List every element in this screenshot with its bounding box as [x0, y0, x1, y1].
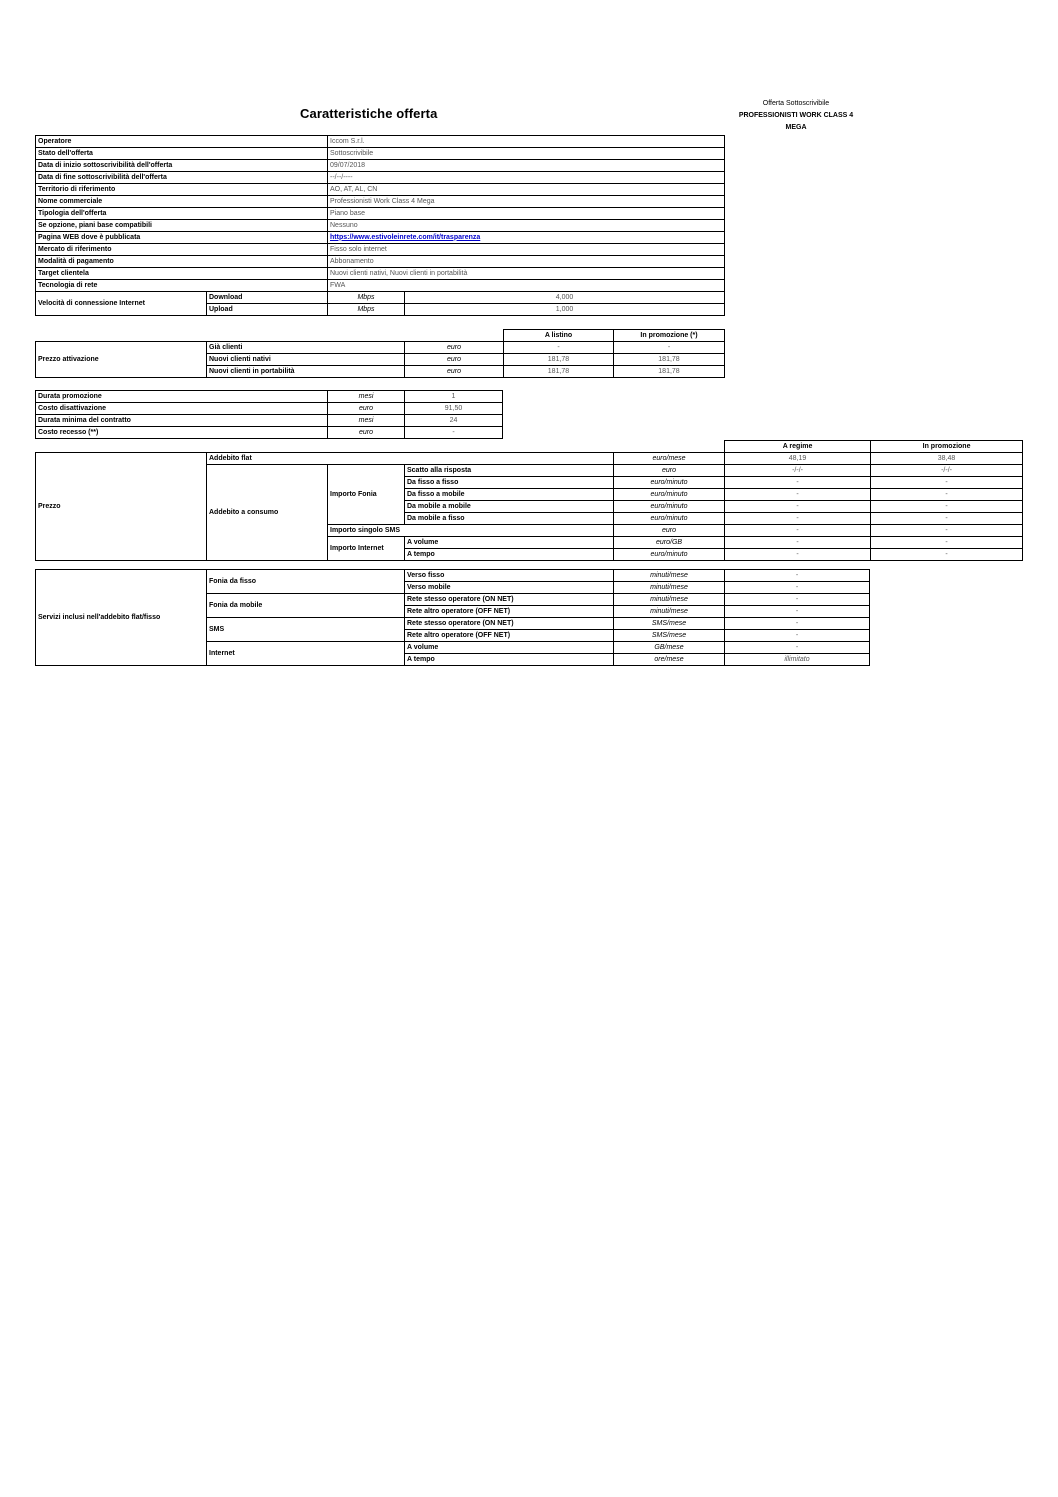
info-label: Tecnologia di rete	[36, 280, 328, 292]
duration-label: Durata promozione	[36, 391, 328, 403]
activation-label: Prezzo attivazione	[36, 342, 207, 378]
speed-direction: Upload	[207, 304, 328, 316]
service-row-label: Rete altro operatore (OFF NET)	[405, 630, 614, 642]
table-row	[36, 453, 1023, 465]
activation-listino: 181,78	[504, 366, 614, 378]
table-row	[36, 342, 725, 354]
sms-label: Importo singolo SMS	[328, 525, 614, 537]
price-regime: -	[725, 477, 871, 489]
spacer	[36, 441, 725, 453]
offer-name-line-2: MEGA	[785, 124, 807, 131]
price-row-label: A volume	[405, 537, 614, 549]
price-row-label: Da mobile a fisso	[405, 513, 614, 525]
duration-label: Costo disattivazione	[36, 403, 328, 415]
duration-value: 24	[405, 415, 503, 427]
price-regime: -	[725, 501, 871, 513]
info-value: Professionisti Work Class 4 Mega	[328, 196, 725, 208]
page-title: Caratteristiche offerta	[300, 106, 438, 121]
service-value: -	[725, 582, 870, 594]
activation-table	[35, 329, 725, 378]
internet-label: Importo Internet	[328, 537, 405, 561]
offer-header	[728, 98, 864, 134]
info-label: Stato dell'offerta	[36, 148, 328, 160]
activation-promo: 181,78	[614, 366, 725, 378]
service-unit: SMS/mese	[614, 618, 725, 630]
info-label: Nome commerciale	[36, 196, 328, 208]
info-label: Pagina WEB dove è pubblicata	[36, 232, 328, 244]
price-promo: -	[871, 537, 1023, 549]
speed-value: 4,000	[405, 292, 725, 304]
table-row	[36, 256, 725, 268]
price-promo: -	[871, 501, 1023, 513]
service-value: illimitato	[725, 654, 870, 666]
speed-value: 1,000	[405, 304, 725, 316]
table-row	[36, 570, 870, 582]
service-unit: minuti/mese	[614, 594, 725, 606]
service-row-label: A volume	[405, 642, 614, 654]
service-unit: minuti/mese	[614, 606, 725, 618]
table-row	[36, 232, 725, 244]
activation-unit: euro	[405, 366, 504, 378]
info-value: Abbonamento	[328, 256, 725, 268]
price-regime: -	[725, 489, 871, 501]
info-value: Sottoscrivibile	[328, 148, 725, 160]
price-regime: -	[725, 525, 871, 537]
info-label: Operatore	[36, 136, 328, 148]
consumo-label: Addebito a consumo	[207, 465, 328, 561]
service-unit: minuti/mese	[614, 570, 725, 582]
service-row-label: Rete altro operatore (OFF NET)	[405, 606, 614, 618]
table-row	[36, 391, 503, 403]
price-regime: -	[725, 549, 871, 561]
table-row	[36, 208, 725, 220]
activation-row-label: Nuovi clienti in portabilità	[207, 366, 405, 378]
price-unit: euro/minuto	[614, 501, 725, 513]
speed-unit: Mbps	[328, 304, 405, 316]
table-row	[36, 220, 725, 232]
duration-value: 91,50	[405, 403, 503, 415]
service-unit: GB/mese	[614, 642, 725, 654]
duration-unit: mesi	[328, 415, 405, 427]
price-promo: -	[871, 525, 1023, 537]
speed-unit: Mbps	[328, 292, 405, 304]
price-regime: -/-/-	[725, 465, 871, 477]
duration-value: -	[405, 427, 503, 439]
table-row	[36, 172, 725, 184]
info-value: FWA	[328, 280, 725, 292]
duration-value: 1	[405, 391, 503, 403]
info-label: Tipologia dell'offerta	[36, 208, 328, 220]
fonia-label: Importo Fonia	[328, 465, 405, 525]
price-promo: -	[871, 489, 1023, 501]
info-label: Territorio di riferimento	[36, 184, 328, 196]
service-unit: ore/mese	[614, 654, 725, 666]
duration-unit: euro	[328, 427, 405, 439]
services-table	[35, 569, 870, 666]
info-value: Piano base	[328, 208, 725, 220]
offer-status-line: Offerta Sottoscrivibile	[762, 100, 830, 107]
activation-listino: -	[504, 342, 614, 354]
table-row	[36, 403, 503, 415]
price-regime: -	[725, 513, 871, 525]
price-row-label: Da fisso a mobile	[405, 489, 614, 501]
table-row	[36, 136, 725, 148]
service-row-label: Rete stesso operatore (ON NET)	[405, 594, 614, 606]
price-promo: -/-/-	[871, 465, 1023, 477]
table-row	[36, 280, 725, 292]
price-promo: -	[871, 513, 1023, 525]
info-value: Iccom S.r.l.	[328, 136, 725, 148]
price-unit: euro	[614, 465, 725, 477]
price-unit: euro/GB	[614, 537, 725, 549]
service-row-label: Verso mobile	[405, 582, 614, 594]
price-label: Prezzo	[36, 453, 207, 561]
service-row-label: Rete stesso operatore (ON NET)	[405, 618, 614, 630]
header-listino: A listino	[504, 330, 614, 342]
info-table	[35, 135, 725, 316]
table-row	[36, 160, 725, 172]
info-value: AO, AT, AL, CN	[328, 184, 725, 196]
service-unit: SMS/mese	[614, 630, 725, 642]
price-unit: euro/minuto	[614, 513, 725, 525]
info-label: Se opzione, piani base compatibili	[36, 220, 328, 232]
service-value: -	[725, 630, 870, 642]
service-group-label: Fonia da mobile	[207, 594, 405, 618]
flat-unit: euro/mese	[614, 453, 725, 465]
activation-row-label: Già clienti	[207, 342, 405, 354]
info-label: Modalità di pagamento	[36, 256, 328, 268]
price-unit: euro/minuto	[614, 477, 725, 489]
duration-unit: euro	[328, 403, 405, 415]
info-value: --/--/----	[328, 172, 725, 184]
durations-table	[35, 390, 503, 439]
price-table	[35, 440, 1023, 561]
info-label: Data di fine sottoscrivibilità dell'offerta	[36, 172, 328, 184]
price-promo: -	[871, 549, 1023, 561]
service-value: -	[725, 570, 870, 582]
table-row	[36, 268, 725, 280]
price-row-label: A tempo	[405, 549, 614, 561]
service-value: -	[725, 606, 870, 618]
offer-page-link[interactable]: https://www.estivoleinrete.com/it/trasparenza	[330, 233, 481, 241]
price-row-label: Da mobile a mobile	[405, 501, 614, 513]
price-row-label: Scatto alla risposta	[405, 465, 614, 477]
info-value: 09/07/2018	[328, 160, 725, 172]
flat-promo: 38,48	[871, 453, 1023, 465]
table-row	[36, 292, 725, 304]
duration-label: Durata minima del contratto	[36, 415, 328, 427]
table-row	[36, 148, 725, 160]
price-unit: euro/minuto	[614, 549, 725, 561]
info-label: Mercato di riferimento	[36, 244, 328, 256]
service-row-label: A tempo	[405, 654, 614, 666]
header-regime: A regime	[725, 441, 871, 453]
service-group-label: Internet	[207, 642, 405, 666]
service-value: -	[725, 642, 870, 654]
activation-listino: 181,78	[504, 354, 614, 366]
info-value: Nessuno	[328, 220, 725, 232]
info-value: Fisso solo internet	[328, 244, 725, 256]
activation-promo: -	[614, 342, 725, 354]
spacer	[36, 330, 504, 342]
activation-row-label: Nuovi clienti nativi	[207, 354, 405, 366]
service-unit: minuti/mese	[614, 582, 725, 594]
table-row	[36, 427, 503, 439]
table-row	[36, 441, 1023, 453]
price-unit: euro/minuto	[614, 489, 725, 501]
service-value: -	[725, 594, 870, 606]
table-row	[36, 415, 503, 427]
service-group-label: SMS	[207, 618, 405, 642]
info-label: Target clientela	[36, 268, 328, 280]
service-group-label: Fonia da fisso	[207, 570, 405, 594]
header-promo: In promozione (*)	[614, 330, 725, 342]
services-label: Servizi inclusi nell'addebito flat/fisso	[36, 570, 207, 666]
table-row	[36, 196, 725, 208]
flat-label: Addebito flat	[207, 453, 614, 465]
duration-label: Costo recesso (**)	[36, 427, 328, 439]
service-value: -	[725, 618, 870, 630]
speed-direction: Download	[207, 292, 328, 304]
table-row	[36, 244, 725, 256]
price-regime: -	[725, 537, 871, 549]
price-row-label: Da fisso a fisso	[405, 477, 614, 489]
header-promo: In promozione	[871, 441, 1023, 453]
activation-promo: 181,78	[614, 354, 725, 366]
activation-unit: euro	[405, 354, 504, 366]
table-row	[36, 184, 725, 196]
info-value: Nuovi clienti nativi, Nuovi clienti in portabilità	[328, 268, 725, 280]
activation-unit: euro	[405, 342, 504, 354]
offer-name-line: PROFESSIONISTI WORK CLASS 4	[738, 112, 854, 119]
price-unit: euro	[614, 525, 725, 537]
info-value-link[interactable]	[328, 232, 725, 244]
speed-label: Velocità di connessione Internet	[36, 292, 207, 316]
service-row-label: Verso fisso	[405, 570, 614, 582]
price-promo: -	[871, 477, 1023, 489]
flat-regime: 48,19	[725, 453, 871, 465]
duration-unit: mesi	[328, 391, 405, 403]
info-label: Data di inizio sottoscrivibilità dell'offerta	[36, 160, 328, 172]
